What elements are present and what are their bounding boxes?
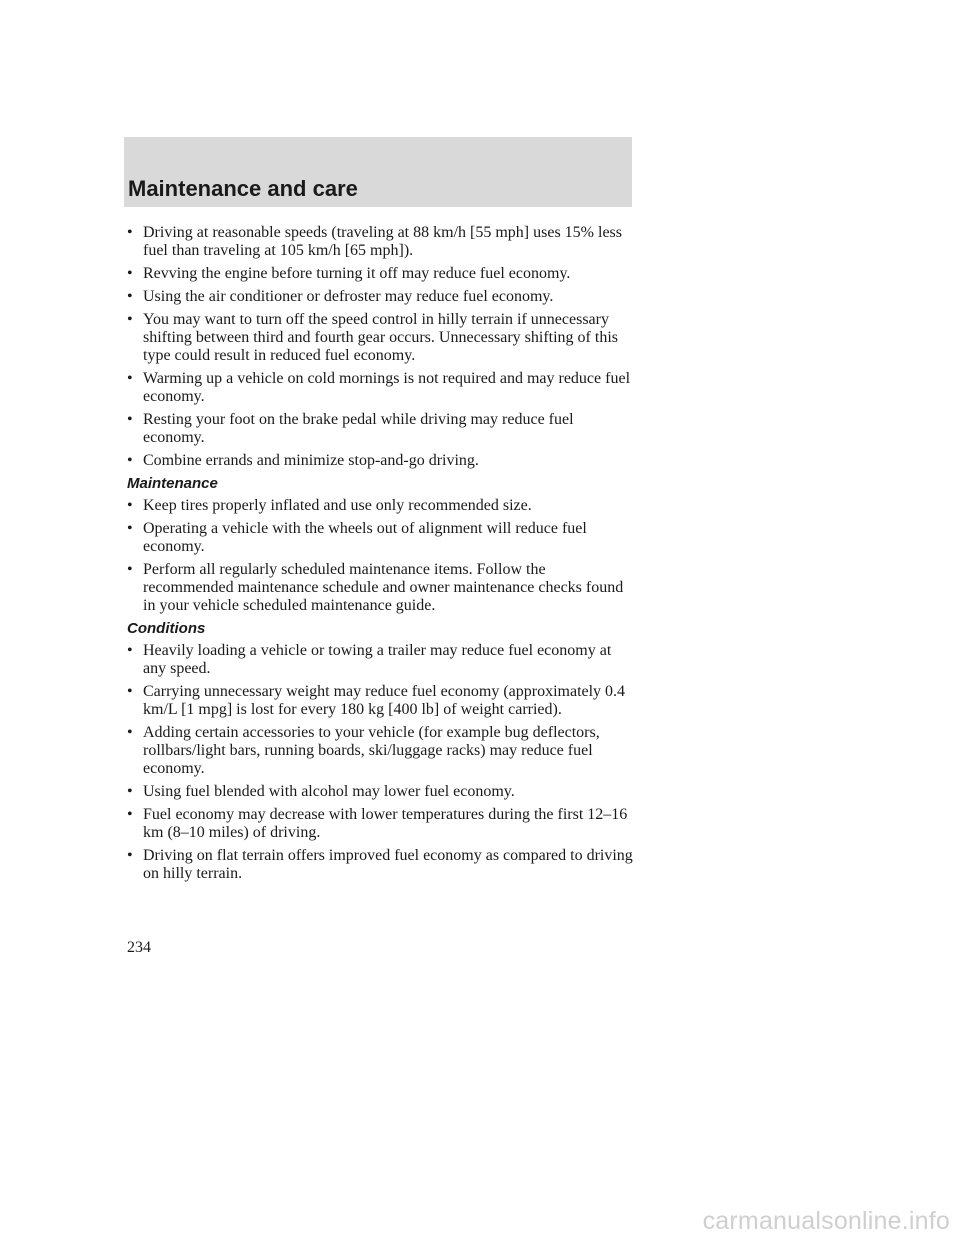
bullet-dot-icon: • [127, 561, 133, 578]
bullet-text: Carrying unnecessary weight may reduce fuel economy (approximately 0.4 km/L [1 mpg] is lost for every 180 kg [400 lb] of weight carried). [143, 683, 626, 718]
bullet-text: Resting your foot on the brake pedal while driving may reduce fuel economy. [143, 411, 574, 446]
bullet-dot-icon: • [127, 783, 133, 800]
bullet-text: Fuel economy may decrease with lower temperatures during the first 12–16 km (8–10 miles) of driving. [143, 806, 628, 841]
bullet-dot-icon: • [127, 311, 133, 328]
bullet-dot-icon: • [127, 224, 133, 241]
bullet-item [127, 683, 637, 719]
bullet-dot-icon: • [127, 452, 133, 469]
bullet-item [127, 520, 637, 556]
bullet-dot-icon: • [127, 683, 133, 700]
bullet-dot-icon: • [127, 288, 133, 305]
bullet-item [127, 311, 637, 365]
bullet-text: You may want to turn off the speed control in hilly terrain if unnecessary shifting between third and fourth gear occurs. Unnecessary shifting of this type could result in reduced fuel economy. [143, 311, 618, 364]
bullet-item [127, 561, 637, 615]
bullet-text: Using the air conditioner or defroster may reduce fuel economy. [143, 288, 554, 305]
bullet-text: Revving the engine before turning it off may reduce fuel economy. [143, 265, 571, 282]
bullet-dot-icon: • [127, 724, 133, 741]
bullet-item [127, 806, 637, 842]
bullet-text: Driving on flat terrain offers improved fuel economy as compared to driving on hilly terrain. [143, 847, 633, 882]
bullet-item [127, 497, 637, 515]
bullet-dot-icon: • [127, 411, 133, 428]
bullet-item [127, 724, 637, 778]
intro-bullet-list [127, 224, 637, 470]
bullet-item [127, 642, 637, 678]
bullet-text: Driving at reasonable speeds (traveling at 88 km/h [55 mph] uses 15% less fuel than traveling at 105 km/h [65 mph]). [143, 224, 622, 259]
bullet-text: Using fuel blended with alcohol may lower fuel economy. [143, 783, 515, 800]
bullet-text: Heavily loading a vehicle or towing a trailer may reduce fuel economy at any speed. [143, 642, 612, 677]
bullet-text: Perform all regularly scheduled maintenance items. Follow the recommended maintenance schedule and owner maintenance checks found in your vehicle scheduled maintenance guide. [143, 561, 624, 614]
maintenance-bullet-list [127, 497, 637, 615]
maintenance-heading: Maintenance [127, 475, 218, 492]
bullet-dot-icon: • [127, 847, 133, 864]
bullet-item [127, 224, 637, 260]
bullet-text: Keep tires properly inflated and use only recommended size. [143, 497, 532, 514]
bullet-item [127, 452, 637, 470]
bullet-dot-icon: • [127, 806, 133, 823]
bullet-item [127, 288, 637, 306]
bullet-text: Adding certain accessories to your vehicle (for example bug deflectors, rollbars/light bars, running boards, ski/luggage racks) may reduce fuel economy. [143, 724, 600, 777]
bullet-dot-icon: • [127, 642, 133, 659]
conditions-bullet-list [127, 642, 637, 883]
bullet-item [127, 370, 637, 406]
conditions-heading: Conditions [127, 620, 206, 637]
bullet-item [127, 847, 637, 883]
bullet-item [127, 783, 637, 801]
bullet-text: Combine errands and minimize stop-and-go driving. [143, 452, 479, 469]
bullet-dot-icon: • [127, 520, 133, 537]
bullet-text: Warming up a vehicle on cold mornings is not required and may reduce fuel economy. [143, 370, 631, 405]
bullet-dot-icon: • [127, 370, 133, 387]
page-number: 234 [127, 939, 151, 956]
section-title: Maintenance and care [128, 176, 358, 201]
bullet-dot-icon: • [127, 265, 133, 282]
bullet-item [127, 265, 637, 283]
bullet-item [127, 411, 637, 447]
watermark: carmanualsonline.info [702, 1207, 950, 1235]
bullet-dot-icon: • [127, 497, 133, 514]
page-content [127, 224, 637, 888]
bullet-text: Operating a vehicle with the wheels out of alignment will reduce fuel economy. [143, 520, 587, 555]
